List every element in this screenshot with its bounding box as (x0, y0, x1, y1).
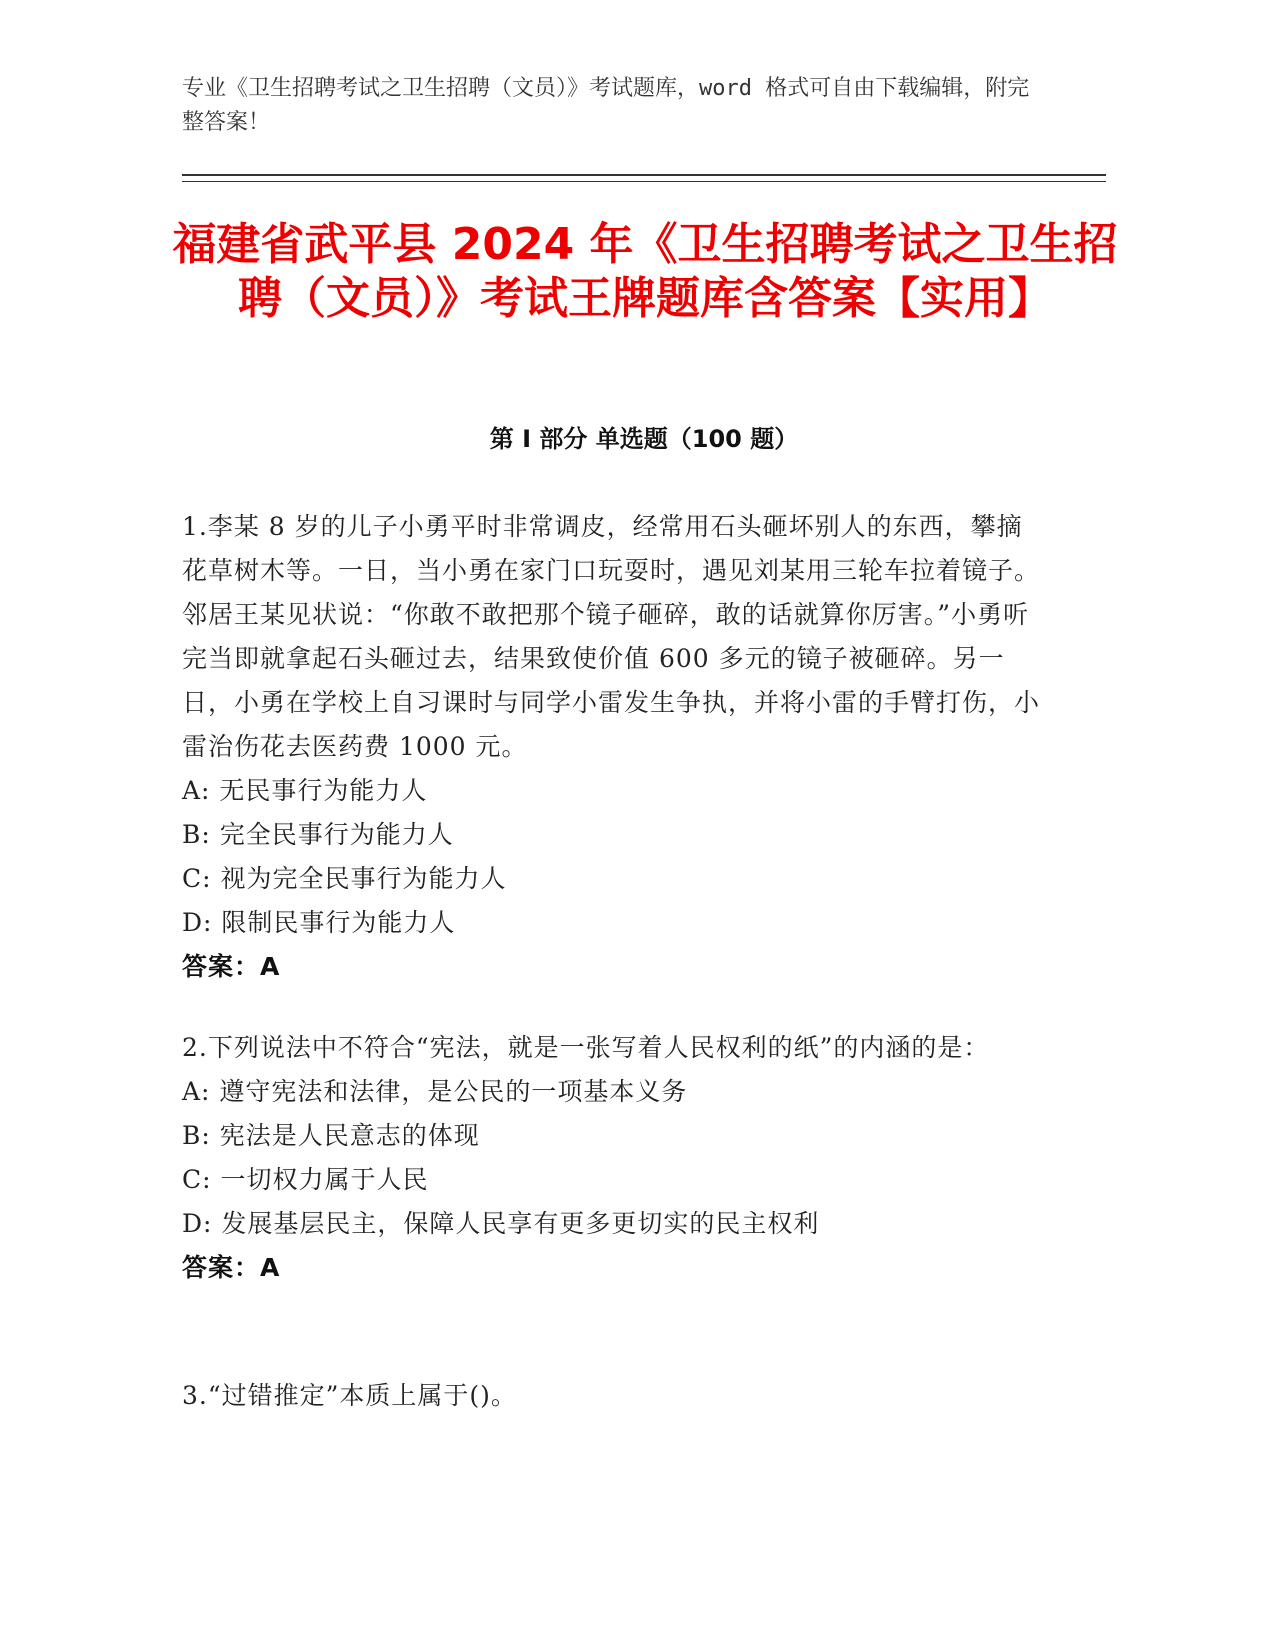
option-d: D: 限制民事行为能力人 (182, 908, 456, 937)
question-2 (182, 1026, 1042, 1290)
question-1 (182, 505, 1042, 989)
header-rule-thick (182, 174, 1106, 176)
option-a: A: 遵守宪法和法律，是公民的一项基本义务 (182, 1077, 688, 1106)
answer-line: 答案：A (182, 952, 281, 981)
question-3 (182, 1374, 1042, 1418)
option-c: C: 视为完全民事行为能力人 (182, 864, 507, 893)
question-stem: 3.“过错推定”本质上属于()。 (182, 1381, 517, 1410)
option-d: D: 发展基层民主，保障人民享有更多更切实的民主权利 (182, 1209, 820, 1238)
section-heading: 第 I 部分 单选题（100 题） (489, 425, 799, 453)
header-rule-thin (182, 181, 1106, 182)
document-title: 福建省武平县 2024 年《卫生招聘考试之卫生招聘（文员）》考试王牌题库含答案【实用】 (172, 219, 1118, 324)
option-b: B: 完全民事行为能力人 (182, 820, 454, 849)
answer-line: 答案：A (182, 1253, 281, 1282)
header-note: 专业《卫生招聘考试之卫生招聘（文员）》考试题库，word 格式可自由下载编辑，附完整答案！ (182, 76, 1030, 135)
option-a: A: 无民事行为能力人 (182, 776, 428, 805)
question-stem: 2.下列说法中不符合“宪法，就是一张写着人民权利的纸”的内涵的是： (182, 1033, 990, 1062)
question-stem: 1.李某 8 岁的儿子小勇平时非常调皮，经常用石头砸坏别人的东西，攀摘花草树木等。一日，当小勇在家门口玩耍时，遇见刘某用三轮车拉着镜子。邻居王某见状说：“你敢不敢把那个镜子砸碎，敢的话就算你厉害。”小勇听完当即就拿起石头砸过去，结果致使价值 600 多元的镜子被砸碎。另一日，小勇在学校上自习课时与同学小雷发生争执，并将小雷的手臂打伤，小雷治伤花去医药费 1000 元。 (182, 512, 1041, 761)
option-b: B: 宪法是人民意志的体现 (182, 1121, 480, 1150)
option-c: C: 一切权力属于人民 (182, 1165, 429, 1194)
